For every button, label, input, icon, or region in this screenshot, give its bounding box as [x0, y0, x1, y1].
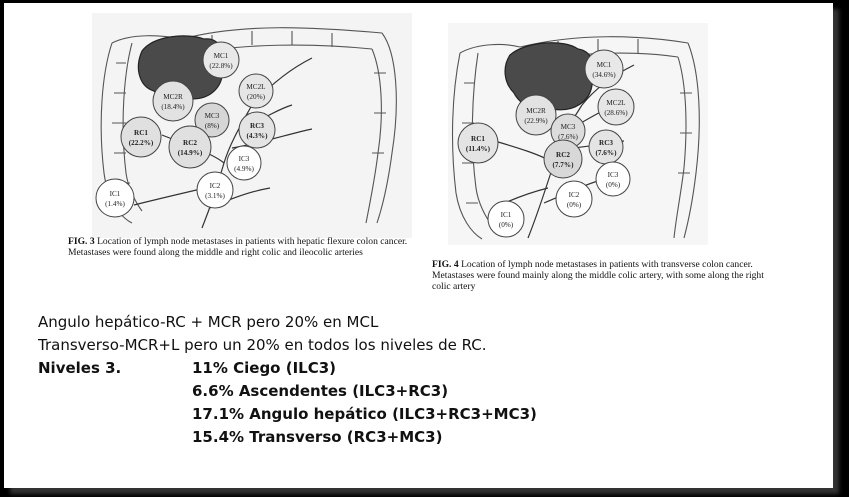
fig3-mc1-value: (22.8%) [209, 62, 233, 70]
fig4-mc1-value: (34.6%) [592, 71, 616, 79]
fig3-node-mc2r [153, 81, 193, 121]
fig4-ic2-name: IC2 [568, 191, 580, 199]
fig4-node-rc3 [589, 130, 623, 164]
fig3-ic1-value: (1.4%) [105, 200, 125, 208]
fig3-mc1-name: MC1 [213, 52, 229, 60]
fig3-rc1-name: RC1 [134, 129, 148, 137]
fig4-caption-text: Location of lymph node metastases in patients with transverse colon cancer. Metastases were found mainly along the middle colic artery, with some along the right colic artery [432, 259, 764, 292]
level-item-4: 15.4% Transverso (RC3+MC3) [192, 428, 443, 446]
fig4-ic1-name: IC1 [500, 211, 512, 219]
fig4-rc2-name: RC2 [556, 151, 570, 159]
fig3-rc3-name: RC3 [250, 122, 264, 130]
fig4-mc2r-value: (22.9%) [524, 117, 548, 125]
fig3-rc3-value: (4.3%) [246, 132, 268, 140]
fig3-mc2l-name: MC2L [246, 83, 266, 91]
fig4-node-rc2 [544, 140, 582, 178]
fig4-rc3-value: (7.6%) [595, 149, 617, 157]
slide [4, 3, 833, 488]
fig3-mc3-name: MC3 [204, 112, 220, 120]
fig3-rc1-value: (22.2%) [128, 139, 154, 147]
fig4-rc2-value: (7.7%) [552, 161, 574, 169]
fig4-node-mc1 [585, 50, 623, 88]
fig4-ic1-value: (0%) [498, 221, 514, 229]
fig3-mc2l-value: (20%) [247, 93, 265, 101]
fig4-mc2l-value: (28.6%) [604, 109, 628, 117]
fig3-ic3-value: (4.9%) [234, 165, 254, 173]
fig4-node-rc1 [458, 123, 498, 163]
fig3-node-ic2 [197, 172, 233, 208]
fig4-node-ic2 [556, 181, 592, 217]
fig3-rc2-name: RC2 [183, 139, 197, 147]
fig4-node-ic3 [596, 162, 630, 196]
fig3-node-ic3 [227, 146, 261, 180]
figure-3-caption [68, 236, 408, 258]
figure-3-diagram [92, 13, 412, 238]
fig4-rc1-value: (11.4%) [465, 145, 491, 153]
level-item-3: 17.1% Angulo hepático (ILC3+RC3+MC3) [192, 405, 537, 423]
fig3-ic1-name: IC1 [109, 190, 121, 198]
fig4-caption-number: FIG. 4 [432, 259, 459, 270]
fig3-ic2-name: IC2 [209, 182, 221, 190]
fig3-node-rc2 [169, 126, 211, 168]
fig3-caption-number: FIG. 3 [68, 236, 95, 247]
figure-4-caption [432, 259, 772, 292]
fig4-mc2l-name: MC2L [606, 99, 626, 107]
fig3-node-mc1 [203, 42, 239, 78]
fig3-rc2-value: (14.9%) [177, 149, 203, 157]
fig3-ic2-value: (3.1%) [205, 192, 225, 200]
fig4-node-mc2r [516, 95, 556, 135]
fig3-node-mc2l [239, 74, 273, 108]
fig3-node-ic1 [96, 179, 134, 217]
note-line-1: Angulo hepático-RC + MCR pero 20% en MCL [38, 313, 379, 331]
figure-4-diagram [448, 23, 708, 245]
fig3-node-rc3 [239, 112, 275, 148]
fig3-mc3-value: (8%) [204, 122, 220, 130]
fig4-ic3-value: (0%) [605, 181, 621, 189]
fig3-mc2r-name: MC2R [163, 93, 183, 101]
level-item-2: 6.6% Ascendentes (ILC3+RC3) [192, 382, 449, 400]
fig4-node-mc2l [598, 89, 634, 125]
fig4-node-ic1 [488, 201, 524, 237]
fig4-mc3-value: (7.6%) [558, 133, 578, 141]
fig3-caption-text: Location of lymph node metastases in patients with hepatic flexure colon cancer. Metastases were found along the middle and right colic and ileocolic arteries [68, 236, 408, 258]
fig4-ic2-value: (0%) [566, 201, 582, 209]
fig4-mc2r-name: MC2R [526, 107, 546, 115]
level-item-1: 11% Ciego (ILC3) [192, 359, 337, 377]
levels-label: Niveles 3. [38, 359, 122, 377]
fig3-node-rc1 [121, 117, 161, 157]
notes-block [38, 311, 537, 449]
fig4-rc3-name: RC3 [599, 139, 613, 147]
fig4-ic3-name: IC3 [607, 171, 619, 179]
note-line-2: Transverso-MCR+L pero un 20% en todos los niveles de RC. [38, 336, 487, 354]
fig4-rc1-name: RC1 [471, 135, 485, 143]
levels-row [38, 357, 537, 380]
fig3-mc2r-value: (18.4%) [161, 103, 185, 111]
fig4-mc3-name: MC3 [560, 123, 576, 131]
fig3-ic3-name: IC3 [238, 155, 250, 163]
fig4-mc1-name: MC1 [596, 61, 612, 69]
